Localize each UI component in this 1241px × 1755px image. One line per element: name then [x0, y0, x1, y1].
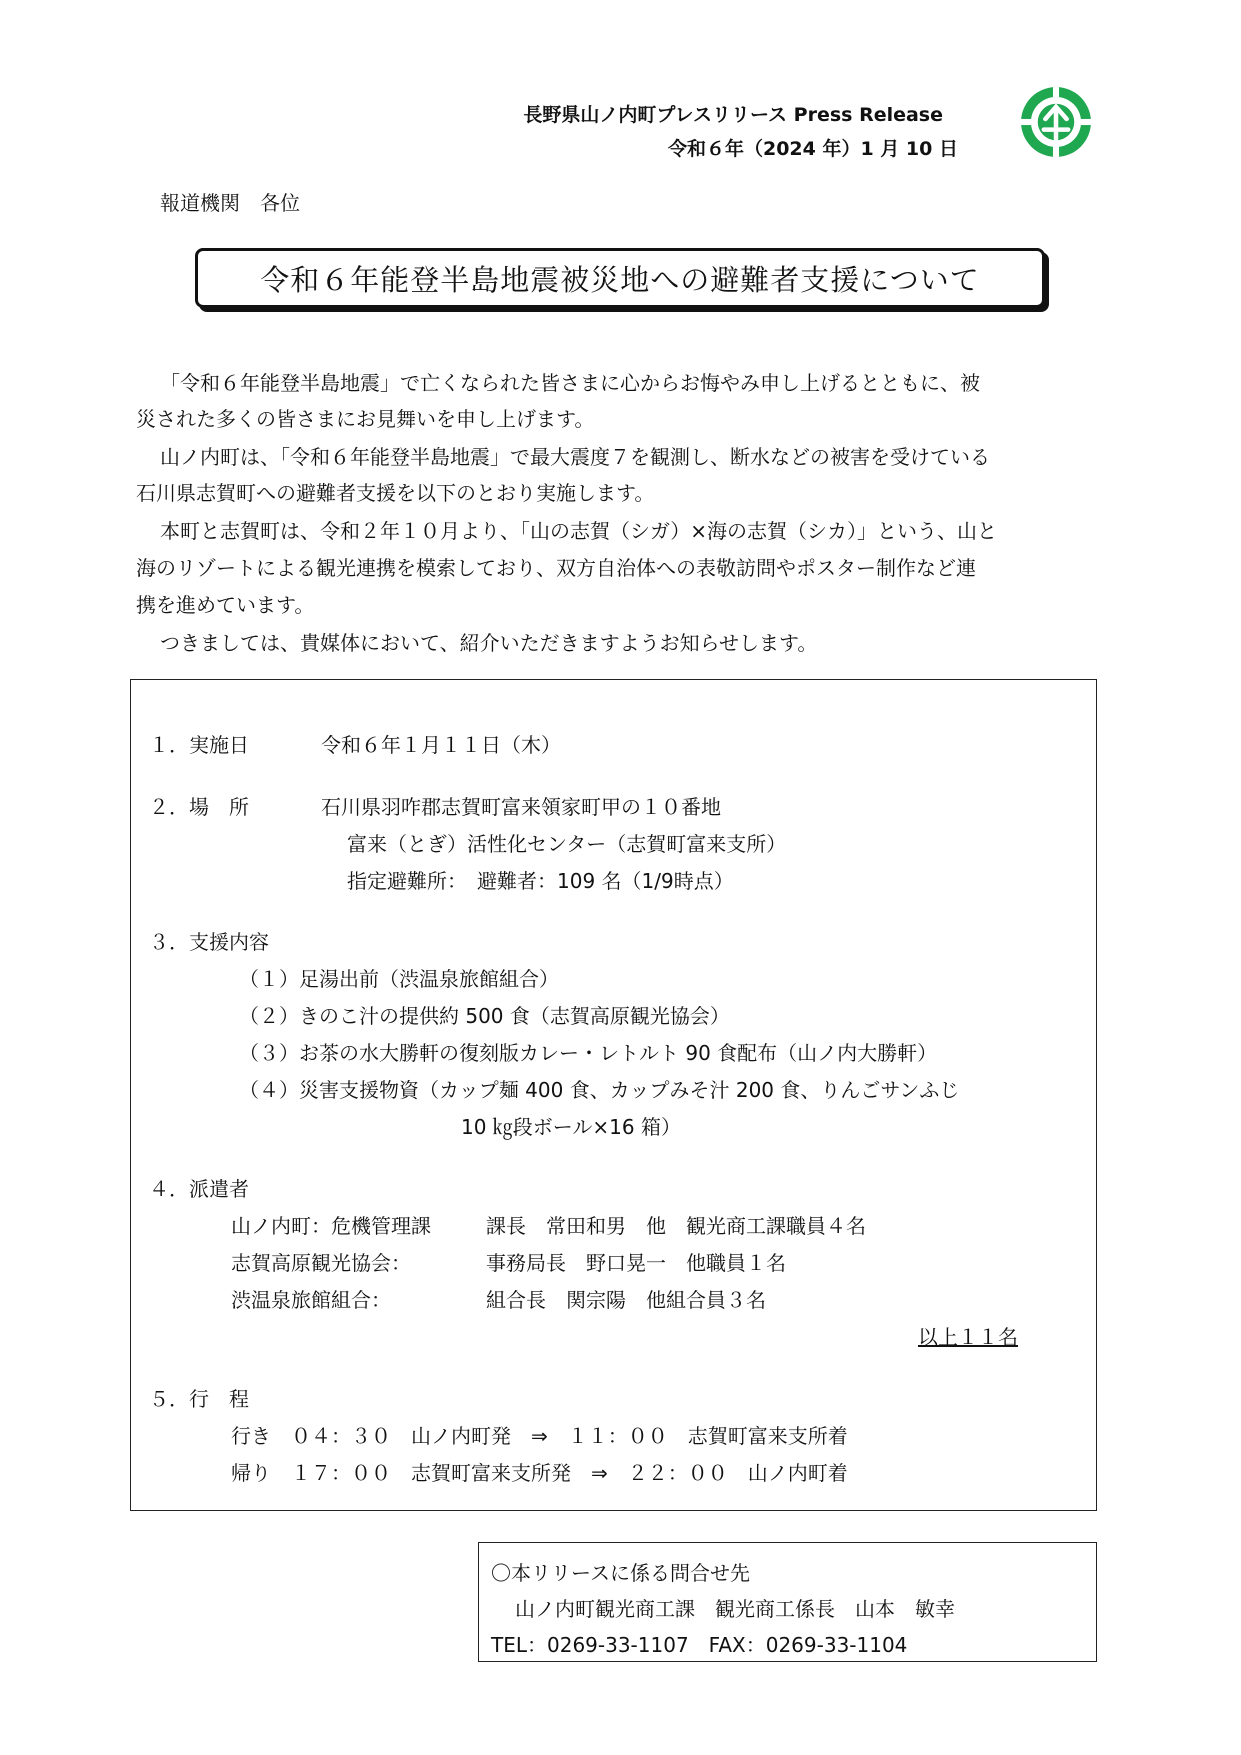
intro-line: 海のリゾートによる観光連携を模索しており、双方自治体への表敬訪問やポスター制作など連	[136, 556, 976, 580]
dispatch-members: 組合長 関宗陽 他組合員３名	[486, 1288, 766, 1312]
place-facility: 富来（とぎ）活性化センター（志賀町富来支所）	[347, 832, 787, 856]
contact-box	[478, 1542, 1097, 1662]
main-title: 令和６年能登半島地震被災地への避難者支援について	[195, 248, 1045, 308]
dispatch-total: 以上１１名	[918, 1325, 1018, 1349]
dispatch-org: 渋温泉旅館組合：	[231, 1288, 391, 1312]
intro-line: 石川県志賀町への避難者支援を以下のとおり実施します。	[136, 481, 655, 505]
schedule-return: 帰り １７：００ 志賀町富来支所発 ⇒ ２２：００ 山ノ内町着	[231, 1461, 848, 1485]
contact-heading: 〇本リリースに係る問合せ先	[491, 1561, 750, 1585]
contact-person: 山ノ内町観光商工課 観光商工係長 山本 敏幸	[515, 1597, 955, 1621]
date-value: 令和６年１月１１日（木）	[321, 733, 561, 757]
dispatch-org: 志賀高原観光協会：	[231, 1251, 411, 1275]
dispatch-label: ４．派遣者	[149, 1177, 249, 1201]
intro-line: 災された多くの皆さまにお見舞いを申し上げます。	[136, 407, 595, 431]
support-item: （４）災害支援物資（カップ麺 400 食、カップみそ汁 200 食、りんごサンふじ	[239, 1078, 960, 1102]
place-address: 石川県羽咋郡志賀町富来領家町甲の１０番地	[321, 795, 721, 819]
release-date: 令和６年（2024 年）1 月 10 日	[667, 138, 958, 160]
date-label: １．実施日	[149, 733, 249, 757]
details-box	[130, 679, 1097, 1511]
addressee: 報道機関 各位	[160, 191, 300, 215]
support-item-continuation: 10 ㎏段ボール×16 箱）	[461, 1115, 681, 1139]
schedule-outbound: 行き ０４：３０ 山ノ内町発 ⇒ １１：００ 志賀町富来支所着	[231, 1424, 848, 1448]
support-item: （２）きのこ汁の提供約 500 食（志賀高原観光協会）	[239, 1004, 730, 1028]
contact-phone-fax: TEL：0269-33-1107 FAX：0269-33-1104	[491, 1633, 908, 1657]
support-label: ３．支援内容	[149, 930, 269, 954]
intro-line: 「令和６年能登半島地震」で亡くなられた皆さまに心からお悔やみ申し上げるとともに、被	[160, 371, 980, 395]
town-emblem-logo	[1018, 84, 1094, 160]
schedule-label: ５．行 程	[149, 1387, 249, 1411]
dispatch-org: 山ノ内町：危機管理課	[231, 1214, 431, 1238]
place-evacuees: 指定避難所： 避難者：109 名（1/9時点）	[347, 869, 734, 893]
dispatch-members: 課長 常田和男 他 観光商工課職員４名	[486, 1214, 866, 1238]
dispatch-members: 事務局長 野口晃一 他職員１名	[486, 1251, 786, 1275]
support-item: （１）足湯出前（渋温泉旅館組合）	[239, 967, 559, 991]
intro-line: 本町と志賀町は、令和２年１０月より、「山の志賀（シガ）×海の志賀（シカ）」という、山と	[160, 519, 997, 543]
press-release-title: 長野県山ノ内町プレスリリース Press Release	[523, 104, 943, 126]
intro-line: 携を進めています。	[136, 593, 315, 617]
support-item: （３）お茶の水大勝軒の復刻版カレー・レトルト 90 食配布（山ノ内大勝軒）	[239, 1041, 938, 1065]
intro-line: 山ノ内町は、「令和６年能登半島地震」で最大震度７を観測し、断水などの被害を受けている	[160, 445, 990, 469]
place-label: ２．場 所	[149, 795, 249, 819]
intro-line: つきましては、貴媒体において、紹介いただきますようお知らせします。	[160, 631, 818, 655]
